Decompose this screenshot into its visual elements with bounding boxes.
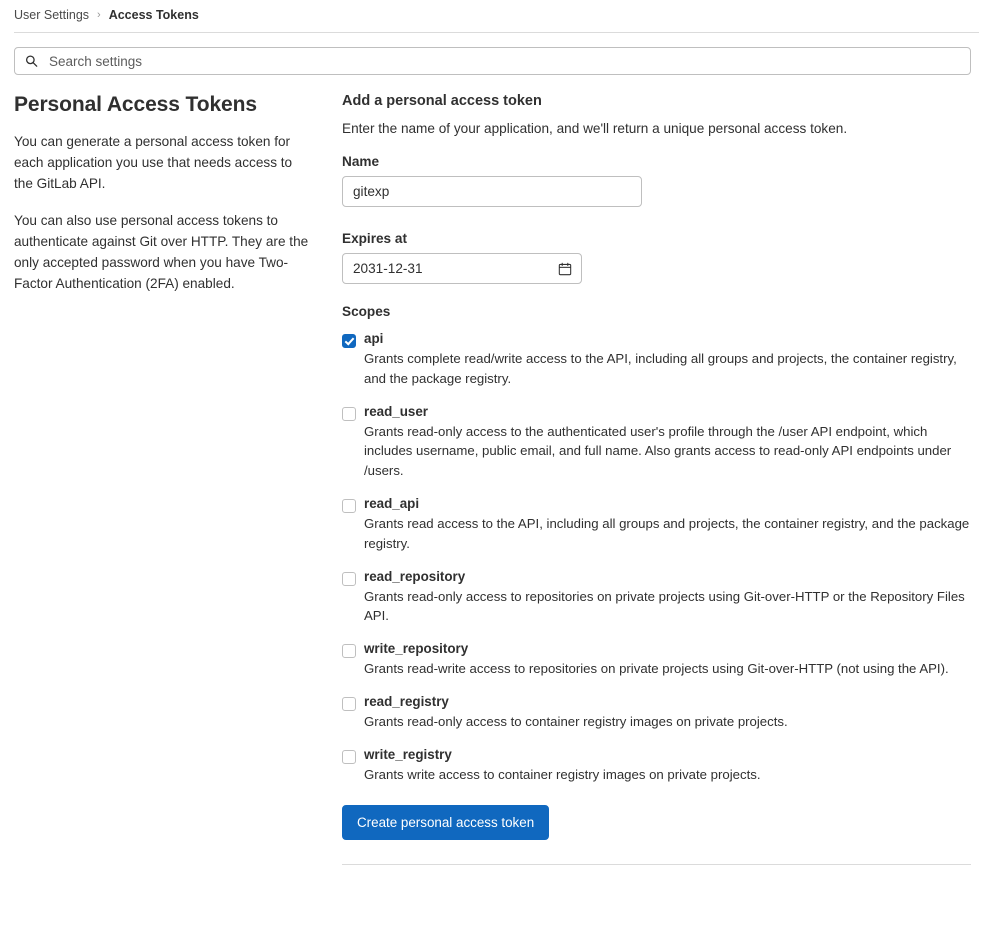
scopes-label: Scopes bbox=[342, 304, 391, 319]
scope-texts bbox=[364, 331, 971, 389]
scope-checkbox-read-user[interactable] bbox=[342, 407, 356, 421]
scope-description-write-repository: Grants read-write access to repositories on private projects using Git-over-HTTP (not using the API). bbox=[364, 661, 949, 677]
scope-row-write-registry bbox=[342, 747, 971, 785]
form-description: Enter the name of your application, and we'll return a unique personal access token. bbox=[342, 121, 848, 136]
scope-checkbox-write-registry[interactable] bbox=[342, 750, 356, 764]
scope-texts bbox=[364, 496, 971, 554]
token-form-column bbox=[342, 93, 971, 865]
main-content bbox=[0, 75, 993, 865]
scope-texts bbox=[364, 694, 971, 732]
scope-row-write-repository bbox=[342, 641, 971, 679]
scope-checkbox-write-repository[interactable] bbox=[342, 644, 356, 658]
scope-name-api[interactable]: api bbox=[364, 331, 384, 346]
scope-description-write-registry: Grants write access to container registry images on private projects. bbox=[364, 766, 761, 782]
breadcrumb bbox=[0, 0, 993, 32]
search-settings-container bbox=[14, 47, 971, 75]
scope-texts bbox=[364, 747, 971, 785]
scope-name-read-user[interactable]: read_user bbox=[364, 403, 429, 419]
scope-row-read-user bbox=[342, 404, 971, 481]
scope-row-read-api bbox=[342, 496, 971, 554]
scope-texts bbox=[364, 404, 971, 481]
intro-paragraph-1: You can generate a personal access token for each application you use that needs access to the GitLab API. bbox=[14, 134, 293, 192]
scope-description-read-registry: Grants read-only access to container registry images on private projects. bbox=[364, 713, 788, 729]
search-input[interactable] bbox=[14, 47, 971, 75]
page-title: Personal Access Tokens bbox=[14, 93, 257, 116]
scope-texts bbox=[364, 569, 971, 627]
form-title: Add a personal access token bbox=[342, 93, 542, 109]
scope-name-read-api[interactable]: read_api bbox=[364, 495, 420, 511]
name-input[interactable] bbox=[342, 176, 642, 207]
breadcrumb-divider bbox=[14, 32, 979, 33]
scope-name-read-repository[interactable]: read_repository bbox=[364, 568, 466, 584]
scope-texts bbox=[364, 641, 971, 679]
info-column bbox=[14, 93, 314, 865]
breadcrumb-item-access-tokens: Access Tokens bbox=[108, 8, 199, 22]
scope-description-read-repository: Grants read-only access to repositories on private projects using Git-over-HTTP or the Repository Files API. bbox=[364, 588, 965, 624]
expires-at-label: Expires at bbox=[342, 231, 407, 246]
scope-name-write-repository[interactable]: write_repository bbox=[364, 641, 469, 657]
intro-paragraph-2: You can also use personal access tokens to authenticate against Git over HTTP. They are the only accepted password when you have Two-Factor Authentication (2FA) enabled. bbox=[14, 213, 309, 292]
scope-checkbox-read-registry[interactable] bbox=[342, 697, 356, 711]
scope-row-api bbox=[342, 331, 971, 389]
expires-at-container bbox=[342, 253, 582, 284]
scope-checkbox-read-repository[interactable] bbox=[342, 572, 356, 586]
calendar-icon[interactable] bbox=[558, 262, 572, 276]
name-label: Name bbox=[342, 154, 380, 169]
scope-checkbox-read-api[interactable] bbox=[342, 499, 356, 513]
scope-description-api: Grants complete read/write access to the API, including all groups and projects, the container registry, and the package registry. bbox=[364, 351, 957, 386]
scope-description-read-api: Grants read access to the API, including all groups and projects, the container registry, and the package registry. bbox=[364, 515, 970, 551]
scope-row-read-registry bbox=[342, 694, 971, 732]
create-personal-access-token-button[interactable]: Create personal access token bbox=[342, 805, 549, 840]
scope-checkbox-api[interactable] bbox=[342, 334, 356, 348]
breadcrumb-item-user-settings[interactable]: User Settings bbox=[14, 8, 90, 22]
scope-description-read-user: Grants read-only access to the authenticated user's profile through the /user API endpoint, which includes username, public email, and full name. Also grants access to read-only API endpoints under /users. bbox=[364, 423, 952, 479]
breadcrumb-separator-icon: › bbox=[97, 9, 101, 21]
expires-at-input[interactable] bbox=[342, 253, 582, 284]
form-bottom-divider bbox=[342, 864, 971, 865]
scope-row-read-repository bbox=[342, 569, 971, 627]
scope-name-read-registry[interactable]: read_registry bbox=[364, 693, 449, 709]
scope-name-write-registry[interactable]: write_registry bbox=[364, 746, 452, 762]
